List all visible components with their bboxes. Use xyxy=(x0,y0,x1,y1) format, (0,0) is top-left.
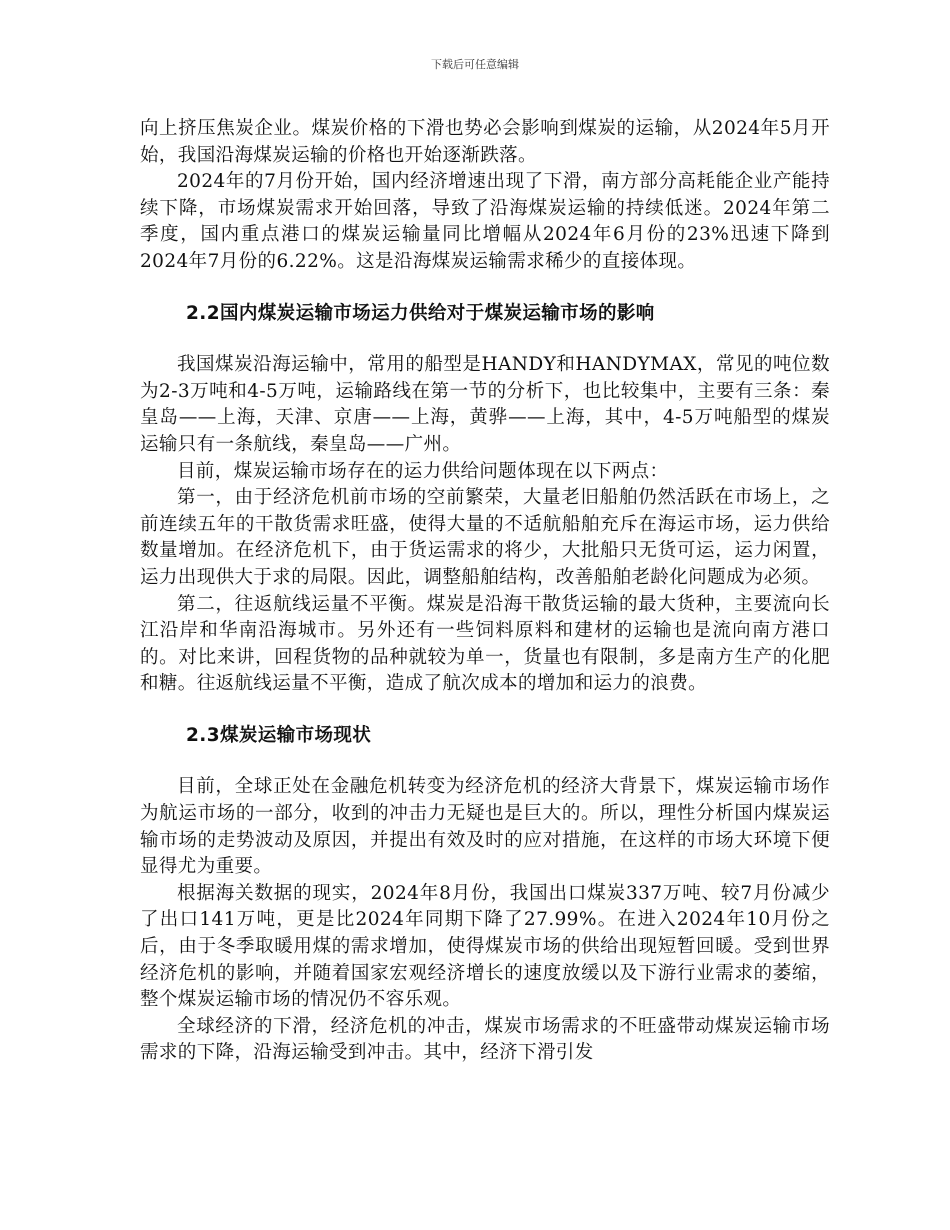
document-body xyxy=(140,116,830,1067)
paragraph: 向上挤压焦炭企业。煤炭价格的下滑也势必会影响到煤炭的运输，从2024年5月开始，我国沿海煤炭运输的价格也开始逐渐跌落。 xyxy=(140,118,830,166)
paragraph: 我国煤炭沿海运输中，常用的船型是HANDY和HANDYMAX，常见的吨位数为2-3万吨和4-5万吨，运输路线在第一节的分析下，也比较集中，主要有三条：秦皇岛——上海，天津、京唐——上海，黄骅——上海，其中，4-5万吨船型的煤炭运输只有一条航线，秦皇岛——广州。 xyxy=(140,354,830,455)
paragraph: 第一，由于经济危机前市场的空前繁荣，大量老旧船舶仍然活跃在市场上，之前连续五年的干散货需求旺盛，使得大量的不适航船舶充斥在海运市场，运力供给数量增加。在经济危机下，由于货运需求的将少，大批船只无货可运，运力闲置，运力出现供大于求的局限。因此，调整船舶结构，改善船舶老龄化问题成为必须。 xyxy=(140,487,830,588)
paragraph: 目前，全球正处在金融危机转变为经济危机的经济大背景下，煤炭运输市场作为航运市场的一部分，收到的冲击力无疑也是巨大的。所以，理性分析国内煤炭运输市场的走势波动及原因，并提出有效及时的应对措施，在这样的市场大环境下便显得尤为重要。 xyxy=(140,776,830,878)
paragraph: 根据海关数据的现实，2024年8月份，我国出口煤炭337万吨、较7月份减少了出口141万吨，更是比2024年同期下降了27.99%。在进入2024年10月份之后，由于冬季取暖用煤的需求增加，使得煤炭市场的供给出现短暂回暖。受到世界经济危机的影响，并随着国家宏观经济增长的速度放缓以及下游行业需求的萎缩，整个煤炭运输市场的情况仍不容乐观。 xyxy=(140,882,830,1011)
paragraph: 目前，煤炭运输市场存在的运力供给问题体现在以下两点： xyxy=(177,460,669,482)
paragraph: 第二，往返航线运量不平衡。煤炭是沿海干散货运输的最大货种，主要流向长江沿岸和华南沿海城市。另外还有一些饲料原料和建材的运输也是流向南方港口的。对比来讲，回程货物的品种就较为单一，货量也有限制，多是南方生产的化肥和糖。往返航线运量不平衡，造成了航次成本的增加和运力的浪费。 xyxy=(140,593,830,695)
paragraph: 2024年的7月份开始，国内经济增速出现了下滑，南方部分高耗能企业产能持续下降，市场煤炭需求开始回落，导致了沿海煤炭运输的持续低迷。2024年第二季度，国内重点港口的煤炭运输量同比增幅从2024年6月份的23%迅速下降到2024年7月份的6.22%。这是沿海煤炭运输需求稀少的直接体现。 xyxy=(140,171,830,272)
paragraph: 全球经济的下滑，经济危机的冲击，煤炭市场需求的不旺盛带动煤炭运输市场需求的下降，沿海运输受到冲击。其中，经济下滑引发 xyxy=(140,1015,830,1064)
page-header: 下载后可任意编辑 xyxy=(431,58,519,71)
section-heading-2-2: 2.2国内煤炭运输市场运力供给对于煤炭运输市场的影响 xyxy=(186,302,655,324)
section-heading-2-3: 2.3煤炭运输市场现状 xyxy=(186,724,372,746)
